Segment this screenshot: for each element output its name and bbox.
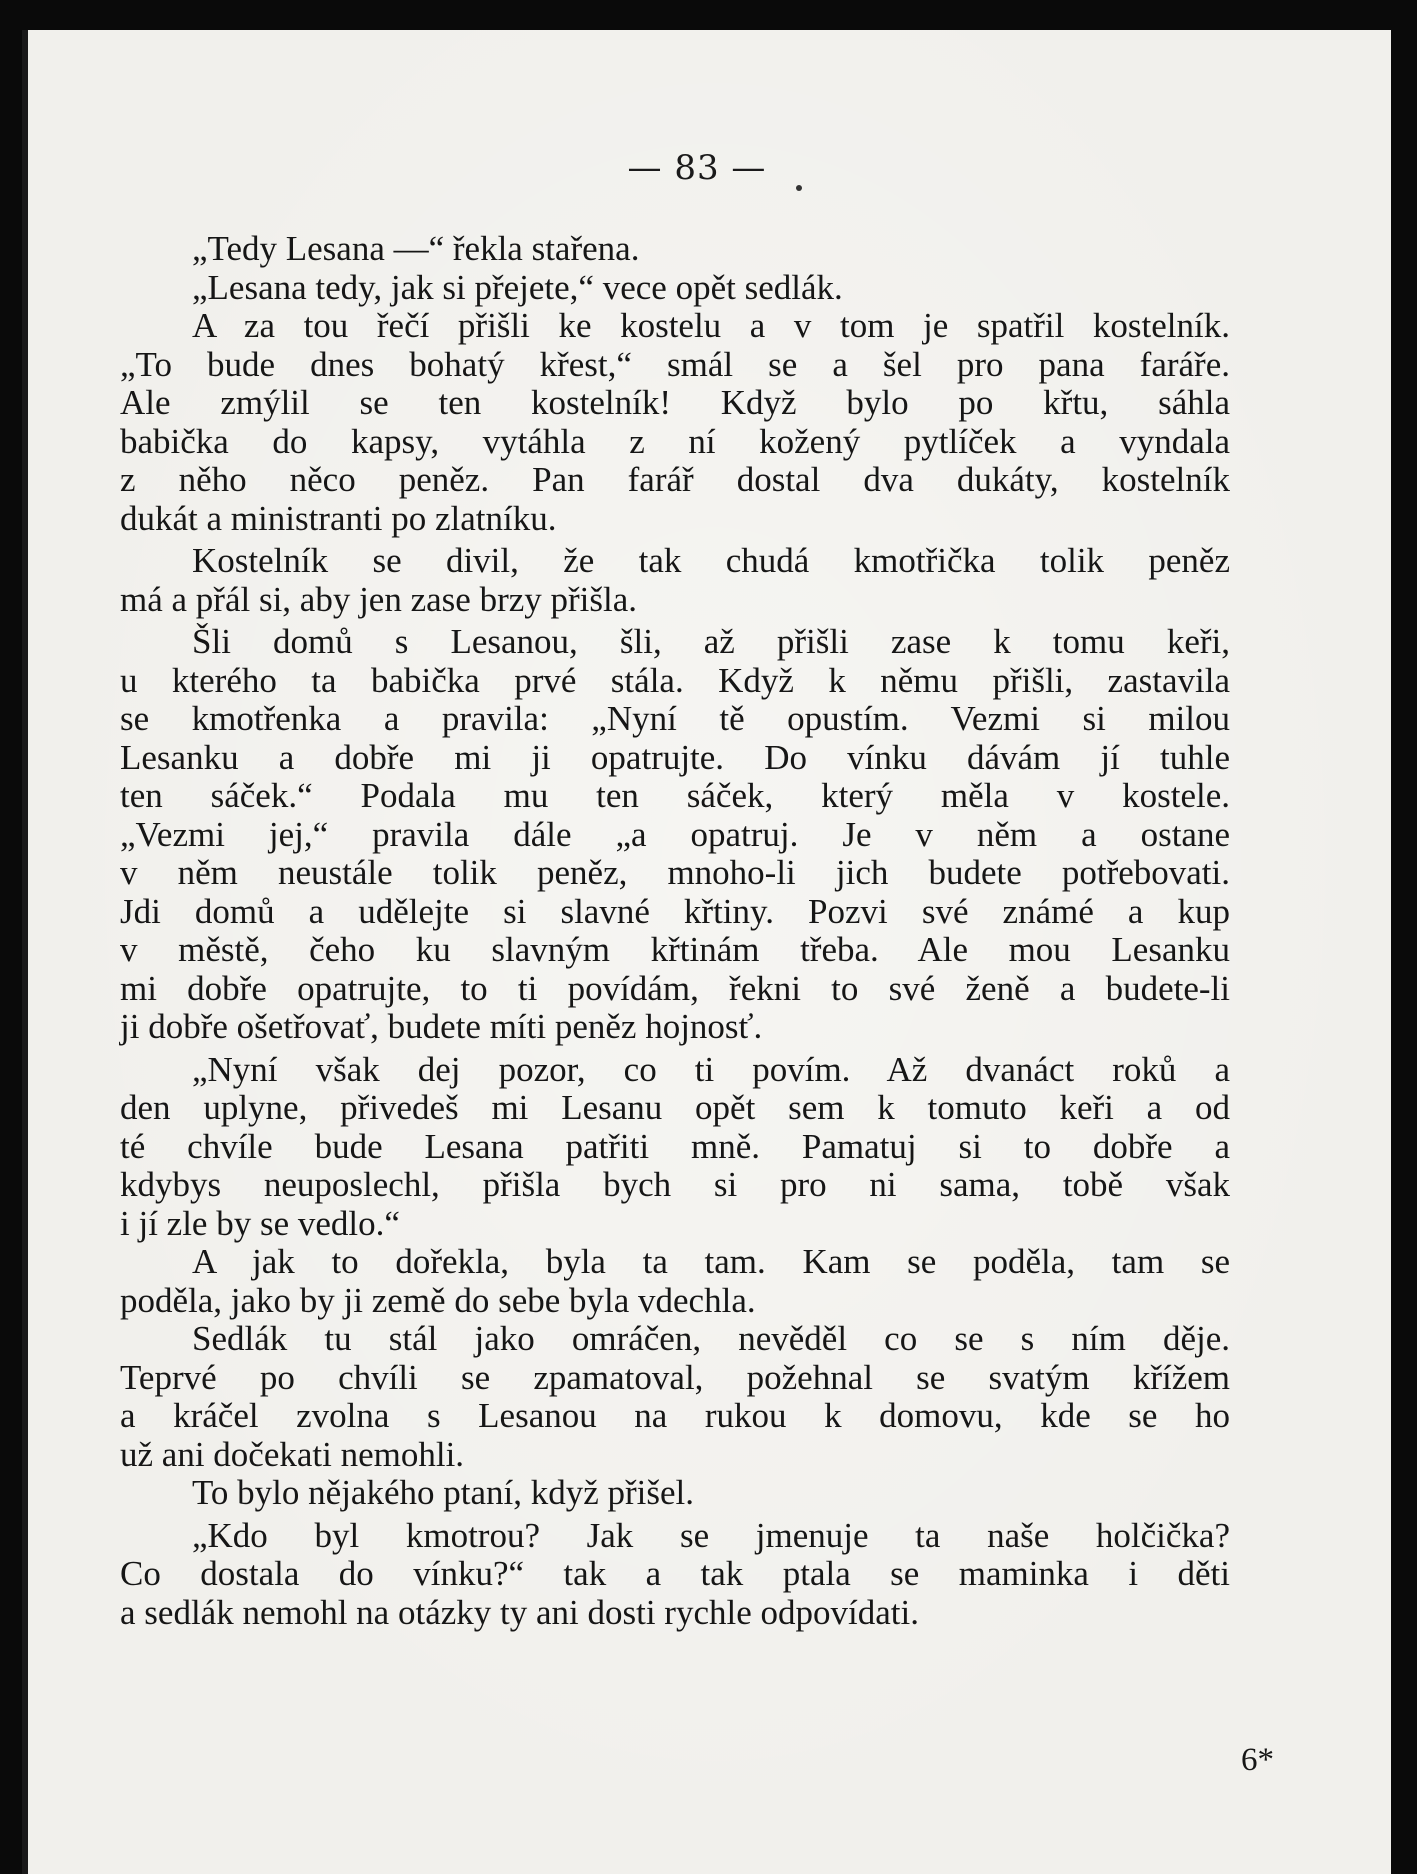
text-line: „Kdo byl kmotrou? Jak se jmenuje ta naše holčička? — [192, 1515, 1230, 1555]
text-line: už ani dočekati nemohli. — [120, 1434, 465, 1474]
text-line: i jí zle by se vedlo.“ — [120, 1203, 400, 1243]
text-line: Co dostala do vínku?“ tak a tak ptala se maminka i děti — [120, 1554, 1230, 1593]
text-line: v něm neustále tolik peněz, mnoho-li jich budete potřebovati. — [120, 853, 1230, 892]
text-line: Ale zmýlil se ten kostelník! Když bylo po křtu, sáhla — [120, 383, 1230, 422]
paragraph-9 — [120, 1474, 1230, 1513]
paragraph-1 — [120, 230, 1230, 269]
text-line: „Nyní však dej pozor, co ti povím. Až dvanáct roků a — [192, 1049, 1230, 1089]
text-line: má a přál si, aby jen zase brzy přišla. — [120, 579, 638, 619]
text-line: a kráčel zvolna s Lesanou na rukou k domovu, kde se ho — [120, 1396, 1230, 1435]
text-line: dukát a ministranti po zlatníku. — [120, 498, 557, 538]
paragraph-10 — [120, 1517, 1230, 1633]
ink-dot — [796, 185, 802, 191]
text-line: Teprvé po chvíli se zpamatoval, požehnal se svatým křížem — [120, 1357, 1230, 1397]
paragraph-4 — [120, 542, 1230, 619]
page-body-text — [120, 230, 1230, 1632]
text-line: A jak to dořekla, byla ta tam. Kam se poděla, tam se — [192, 1242, 1230, 1281]
text-line: a sedlák nemohl na otázky ty ani dosti rychle odpovídati. — [120, 1592, 919, 1632]
text-line: Šli domů s Lesanou, šli, až přišli zase k tomu keři, — [192, 622, 1230, 661]
text-line: u kterého ta babička prvé stála. Když k němu přišli, zastavila — [120, 660, 1230, 700]
text-line: ten sáček.“ Podala mu ten sáček, který měla v kostele. — [120, 776, 1230, 815]
text-line: den uplyne, přivedeš mi Lesanu opět sem k tomuto keři a od — [120, 1088, 1230, 1127]
text-line: Sedlák tu stál jako omráčen, nevěděl co se s ním děje. — [192, 1319, 1230, 1358]
text-line: z něho něco peněz. Pan farář dostal dva dukáty, kostelník — [120, 460, 1230, 499]
paragraph-6 — [120, 1051, 1230, 1244]
paragraph-5 — [120, 623, 1230, 1047]
paragraph-8 — [120, 1320, 1230, 1474]
signature-mark: 6* — [1241, 1742, 1274, 1778]
text-line: se kmotřenka a pravila: „Nyní tě opustím. Vezmi si milou — [120, 699, 1230, 738]
page-number — [28, 148, 1402, 191]
text-line: Lesanku a dobře mi ji opatrujte. Do vínku dávám jí tuhle — [120, 737, 1230, 777]
text-line: v městě, čeho ku slavným křtinám třeba. Ale mou Lesanku — [120, 930, 1230, 969]
text-line: To bylo nějakého ptaní, když přišel. — [192, 1473, 695, 1512]
text-line: „Tedy Lesana —“ řekla stařena. — [192, 229, 640, 268]
text-line: kdybys neuposlechl, přišla bych si pro ni sama, tobě však — [120, 1165, 1230, 1204]
text-line: poděla, jako by ji země do sebe byla vdechla. — [120, 1280, 756, 1320]
scan-edge-right — [1391, 0, 1417, 1874]
text-line: „To bude dnes bohatý křest,“ smál se a šel pro pana faráře. — [120, 344, 1230, 384]
text-line: Jdi domů a udělejte si slavné křtiny. Pozvi své známé a kup — [120, 891, 1230, 931]
paragraph-2 — [120, 269, 1230, 308]
book-page — [22, 30, 1402, 1874]
text-line: A za tou řečí přišli ke kostelu a v tom je spatřil kostelník. — [192, 306, 1230, 345]
text-line: mi dobře opatrujte, to ti povídám, řekni to své ženě a budete-li — [120, 968, 1230, 1008]
text-line: Kostelník se divil, že tak chudá kmotřička tolik peněz — [192, 541, 1230, 580]
text-line: ji dobře ošetřovať, budete míti peněz hojnosť. — [120, 1007, 763, 1046]
page-number-text: — 83 — — [627, 148, 767, 188]
paragraph-3 — [120, 307, 1230, 538]
text-line: babička do kapsy, vytáhla z ní kožený pytlíček a vyndala — [120, 421, 1230, 461]
text-line: „Lesana tedy, jak si přejete,“ vece opět sedlák. — [192, 267, 843, 307]
paragraph-7 — [120, 1243, 1230, 1320]
text-line: té chvíle bude Lesana patřiti mně. Pamatuj si to dobře a — [120, 1126, 1230, 1166]
text-line: „Vezmi jej,“ pravila dále „a opatruj. Je v něm a ostane — [120, 814, 1230, 854]
